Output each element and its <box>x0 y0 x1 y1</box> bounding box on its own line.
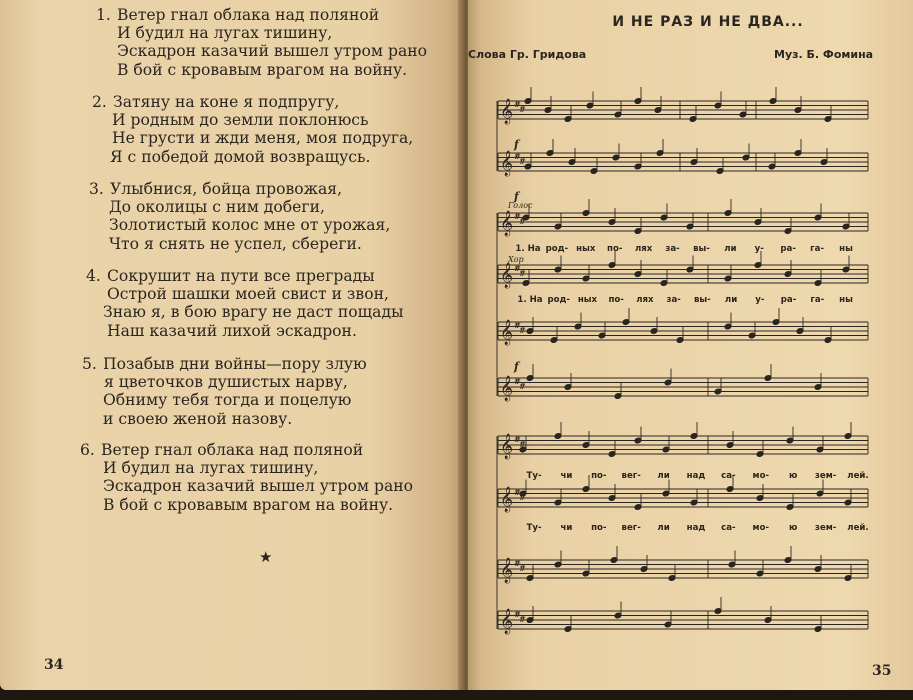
sharp-icon: # <box>514 377 521 386</box>
treble-clef-icon: 𝄞 <box>500 151 514 176</box>
stanza-line: я цветочков душистых нарву, <box>104 373 348 392</box>
dynamic-forte-mark: f <box>514 138 519 151</box>
choir-label: Хор <box>508 255 524 264</box>
stanza-line: Ветер гнал облака над поляной <box>101 441 364 459</box>
voice-label: Голос <box>508 201 533 210</box>
lyric-syllable: ли <box>724 295 738 305</box>
lyric-syllable: за- <box>666 295 681 305</box>
dynamic-forte-mark: f <box>514 190 519 203</box>
sharp-icon: # <box>519 615 526 624</box>
stanza-line: Острой шашки моей свист и звон, <box>107 285 389 304</box>
lyric-syllable: вег- <box>621 523 641 533</box>
lyric-syllable: ю <box>789 523 798 533</box>
lyric-syllable: ю <box>789 471 798 481</box>
stanza-line: Золотистый колос мне от урожая, <box>109 216 391 235</box>
sharp-icon: # <box>514 488 521 497</box>
stanza-line: И будил на лугах тишину, <box>117 24 333 43</box>
lyric-syllable: мо- <box>752 471 770 481</box>
lyric-syllable: лях <box>636 295 654 305</box>
sharp-icon: # <box>514 212 521 221</box>
sharp-icon: # <box>519 269 526 278</box>
lyric-syllable: га- <box>810 244 825 254</box>
lyric-syllable: ли <box>657 523 670 533</box>
sharp-icon: # <box>514 321 521 330</box>
stanza-line: Эскадрон казачий вышел утром рано <box>103 477 414 496</box>
staff-lines <box>497 101 868 629</box>
treble-clef-icon: 𝄞 <box>500 263 514 288</box>
lyric-syllable: вы- <box>693 244 710 254</box>
stanza-line: И родным до земли поклонюсь <box>112 111 369 130</box>
sharp-icon: # <box>514 559 521 568</box>
page-number-left: 34 <box>44 657 64 673</box>
lyric-syllable: по- <box>607 244 623 254</box>
composer-credit: Муз. Б. Фомина <box>774 48 874 61</box>
stanza-line: Ветер гнал облака над поляной <box>117 6 380 24</box>
lyric-syllable: род- <box>545 244 569 254</box>
lyric-syllable: ра- <box>780 244 796 254</box>
stanza-line: Что я снять не успел, сбереги. <box>109 234 362 253</box>
stanza-line: До околицы с ним добеги, <box>109 198 325 217</box>
sharp-icon: # <box>519 440 526 449</box>
sharp-icon: # <box>514 610 521 619</box>
treble-clef-icon: 𝄞 <box>500 434 514 459</box>
stanza-line: И будил на лугах тишину, <box>103 459 319 478</box>
lyric-syllable: са- <box>721 523 736 533</box>
lyric-syllable: у- <box>755 295 765 305</box>
treble-clef-icon: 𝄞 <box>500 99 514 124</box>
lyric-syllable: по- <box>608 295 624 305</box>
lyric-syllable: ны <box>839 295 853 305</box>
lyric-syllable: над <box>686 471 706 481</box>
star-ornament: ★ <box>259 548 273 566</box>
treble-clef-icon: 𝄞 <box>500 211 514 236</box>
lyric-syllable: са- <box>721 471 736 481</box>
dynamic-forte-mark: f <box>514 360 519 373</box>
sheet-music-score <box>468 0 913 690</box>
stanza-number: 2. <box>92 93 107 111</box>
lyric-syllable: лей. <box>847 523 869 533</box>
lyric-syllable: зем- <box>814 471 837 481</box>
stanza-line: и своею женой назову. <box>103 409 293 428</box>
treble-clef-icon: 𝄞 <box>500 487 514 512</box>
sharp-icon: # <box>519 326 526 335</box>
lyric-syllable: Ту- <box>526 471 542 481</box>
lyric-syllable: ли <box>657 471 670 481</box>
stanza-line: Эскадрон казачий вышел утром рано <box>117 42 428 61</box>
stanza-line: Обниму тебя тогда и поцелую <box>103 391 352 410</box>
lyric-syllable: га- <box>810 295 825 305</box>
sharp-icon: # <box>514 264 521 273</box>
music-notes <box>519 87 852 632</box>
lyric-syllable: за- <box>665 244 680 254</box>
lyric-syllable: чи <box>560 523 573 533</box>
stanza-line: Наш казачий лихой эскадрон. <box>107 321 357 340</box>
lyric-syllable: вы- <box>693 295 711 305</box>
lyric-syllable: 1. На <box>517 295 543 305</box>
treble-clef-icon: 𝄞 <box>500 609 514 634</box>
treble-clef-icon: 𝄞 <box>500 558 514 583</box>
stanza-number: 6. <box>80 441 95 459</box>
lyric-syllable: ных <box>577 295 598 305</box>
lyric-syllable: лей. <box>847 471 869 481</box>
sharp-icon: # <box>519 493 526 502</box>
stanza-line: Знаю я, в бою врагу не даст пощады <box>103 303 404 322</box>
stanza-number: 3. <box>89 180 104 198</box>
stanza-line: Сокрушит на пути все преграды <box>107 267 375 285</box>
stanza-line: Я с победой домой возвращусь. <box>110 147 371 166</box>
lyric-syllable: по- <box>591 471 607 481</box>
treble-clef-icon: 𝄞 <box>500 320 514 345</box>
page-number-right: 35 <box>872 663 892 679</box>
left-page <box>0 0 462 690</box>
stanza-number: 1. <box>96 6 111 24</box>
sharp-icon: # <box>519 564 526 573</box>
treble-clef-icon: 𝄞 <box>500 376 514 401</box>
sharp-icon: # <box>514 435 521 444</box>
lyric-syllable: ных <box>576 244 596 254</box>
sharp-icon: # <box>519 157 526 166</box>
stanza-line: Не грусти и жди меня, моя подруга, <box>112 129 414 148</box>
song-title: И НЕ РАЗ И НЕ ДВА... <box>612 14 804 30</box>
sharp-icon: # <box>519 105 526 114</box>
lyric-syllable: 1. На <box>515 244 541 254</box>
sharp-icon: # <box>519 217 526 226</box>
lyric-syllable: мо- <box>752 523 770 533</box>
stanza-line: Улыбнися, бойца провожая, <box>110 180 343 198</box>
lyric-syllable: род- <box>547 295 571 305</box>
stanza-line: Позабыв дни войны—пору злую <box>103 355 367 373</box>
lyric-syllable: ра- <box>780 295 797 305</box>
stanza-line: В бой с кровавым врагом на войну. <box>103 495 394 514</box>
lyric-syllable: над <box>686 523 706 533</box>
lyric-syllable: по- <box>591 523 607 533</box>
lyric-syllable: у- <box>754 244 764 254</box>
lyric-syllable: Ту- <box>526 523 542 533</box>
lyric-syllable: чи <box>560 471 573 481</box>
score-marks <box>500 98 533 634</box>
sharp-icon: # <box>519 382 526 391</box>
sharp-icon: # <box>514 152 521 161</box>
stanza-number: 5. <box>82 355 97 373</box>
lyric-syllable: лях <box>634 244 653 254</box>
lyric-syllable: ны <box>839 244 853 254</box>
stanza-line: Затяну на коне я подпругу, <box>113 93 340 111</box>
stanza-line: В бой с кровавым врагом на войну. <box>117 60 408 79</box>
lyricist-credit: Слова Гр. Гридова <box>468 48 587 61</box>
right-page <box>468 0 913 690</box>
lyric-syllable: вег- <box>621 471 641 481</box>
lyric-syllable: зем- <box>814 523 837 533</box>
stanza-number: 4. <box>86 267 101 285</box>
lyric-syllable: ли <box>724 244 737 254</box>
sharp-icon: # <box>514 100 521 109</box>
